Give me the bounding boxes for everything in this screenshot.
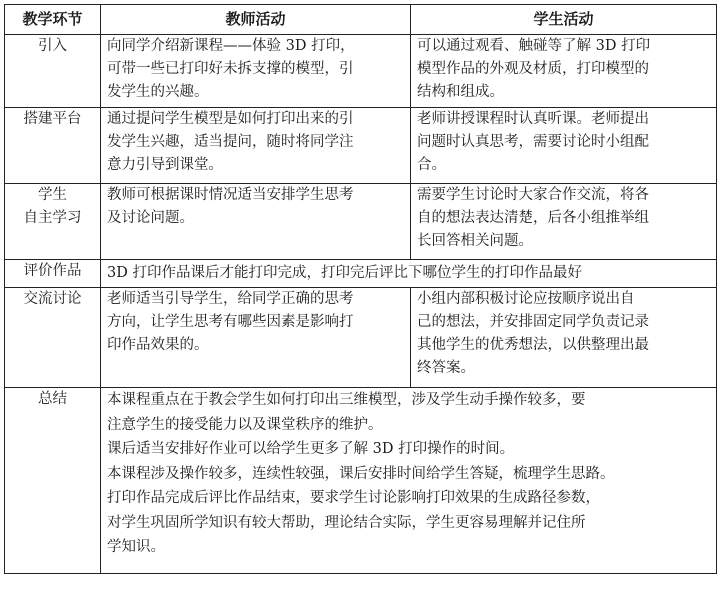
student-text-line: 问题时认真思考，需要讨论时小组配 bbox=[417, 134, 649, 150]
teacher-text-line: 意力引导到课堂。 bbox=[107, 157, 223, 173]
stage-label: 交流讨论 bbox=[23, 291, 82, 307]
stage-label: 自主学习 bbox=[23, 210, 82, 226]
summary-text-line: 课后适当安排好作业可以给学生更多了解 3D 打印操作的时间。 bbox=[107, 441, 515, 457]
summary-text-line: 打印作品完成后评比作品结束，要求学生讨论影响打印效果的生成路径参数， bbox=[107, 490, 600, 506]
teacher-text-line: 方向，让学生思考有哪些因素是影响打 bbox=[107, 314, 354, 330]
stage-label: 学生 bbox=[38, 187, 67, 203]
student-cell bbox=[411, 108, 717, 184]
student-text-line: 自的想法表达清楚，后各小组推举组 bbox=[417, 210, 649, 226]
stage-label: 评价作品 bbox=[23, 263, 82, 279]
teacher-text-line: 教师可根据课时情况适当安排学生思考 bbox=[107, 187, 354, 203]
student-text-line: 老师讲授课程时认真听课。老师提出 bbox=[417, 111, 649, 127]
row-self-study bbox=[5, 184, 717, 260]
student-text-line: 模型作品的外观及材质，打印模型的 bbox=[417, 61, 649, 77]
student-text-line: 合。 bbox=[417, 157, 446, 173]
teacher-text-line: 印作品效果的。 bbox=[107, 337, 209, 353]
student-text-line: 需要学生讨论时大家合作交流，将各 bbox=[417, 187, 649, 203]
header-stage: 教学环节 bbox=[5, 5, 101, 35]
header-teacher: 教师活动 bbox=[101, 5, 411, 35]
stage-label: 总结 bbox=[38, 391, 67, 407]
teacher-text-line: 向同学介绍新课程——体验 3D 打印， bbox=[107, 38, 355, 54]
student-text-line: 结构和组成。 bbox=[417, 84, 504, 100]
merged-text-line: 3D 打印作品课后才能打印完成，打印完后评比下哪位学生的打印作品最好 bbox=[107, 265, 582, 281]
summary-text-line: 本课程涉及操作较多，连续性较强，课后安排时间给学生答疑，梳理学生思路。 bbox=[107, 465, 615, 482]
stage-cell bbox=[5, 184, 101, 260]
teacher-text-line: 发学生的兴趣。 bbox=[107, 84, 209, 100]
stage-cell bbox=[5, 108, 101, 184]
student-text-line: 己的想法，并安排固定同学负责记录 bbox=[417, 314, 649, 330]
stage-cell bbox=[5, 260, 101, 288]
header-row bbox=[5, 5, 717, 35]
row-evaluate bbox=[5, 260, 717, 288]
student-text-line: 其他学生的优秀想法，以供整理出最 bbox=[417, 337, 649, 353]
student-cell bbox=[411, 35, 717, 108]
lesson-plan-table bbox=[4, 4, 717, 574]
merged-activity-cell bbox=[101, 388, 717, 574]
student-text-line: 长回答相关问题。 bbox=[417, 233, 533, 249]
stage-cell bbox=[5, 35, 101, 108]
student-text-line: 小组内部积极讨论应按顺序说出自 bbox=[417, 291, 635, 307]
stage-cell bbox=[5, 288, 101, 388]
stage-label: 搭建平台 bbox=[23, 111, 82, 127]
student-cell bbox=[411, 288, 717, 388]
teacher-cell bbox=[101, 184, 411, 260]
summary-text-line: 学知识。 bbox=[107, 539, 165, 555]
teacher-text-line: 老师适当引导学生，给同学正确的思考 bbox=[107, 291, 354, 307]
student-text-line: 终答案。 bbox=[417, 360, 475, 376]
teacher-text-line: 发学生兴趣，适当提问，随时将同学注 bbox=[107, 134, 354, 150]
teacher-text-line: 及讨论问题。 bbox=[107, 210, 194, 226]
teacher-cell bbox=[101, 288, 411, 388]
row-intro bbox=[5, 35, 717, 108]
student-text-line: 可以通过观看、触碰等了解 3D 打印 bbox=[417, 38, 651, 54]
teacher-text-line: 通过提问学生模型是如何打印出来的引 bbox=[107, 111, 354, 127]
student-cell bbox=[411, 184, 717, 260]
summary-text-line: 对学生巩固所学知识有较大帮助，理论结合实际，学生更容易理解并记住所 bbox=[107, 514, 586, 531]
row-summary bbox=[5, 388, 717, 574]
stage-cell bbox=[5, 388, 101, 574]
header-student: 学生活动 bbox=[411, 5, 717, 35]
summary-text-line: 注意学生的接受能力以及课堂秩序的维护。 bbox=[107, 416, 383, 433]
teacher-cell bbox=[101, 35, 411, 108]
row-platform bbox=[5, 108, 717, 184]
teacher-text-line: 可带一些已打印好未拆支撑的模型，引 bbox=[107, 61, 354, 77]
merged-activity-cell bbox=[101, 260, 717, 288]
summary-text-line: 本课程重点在于教会学生如何打印出三维模型，涉及学生动手操作较多，要 bbox=[107, 392, 586, 408]
stage-label: 引入 bbox=[38, 38, 67, 54]
teacher-cell bbox=[101, 108, 411, 184]
row-discussion bbox=[5, 288, 717, 388]
